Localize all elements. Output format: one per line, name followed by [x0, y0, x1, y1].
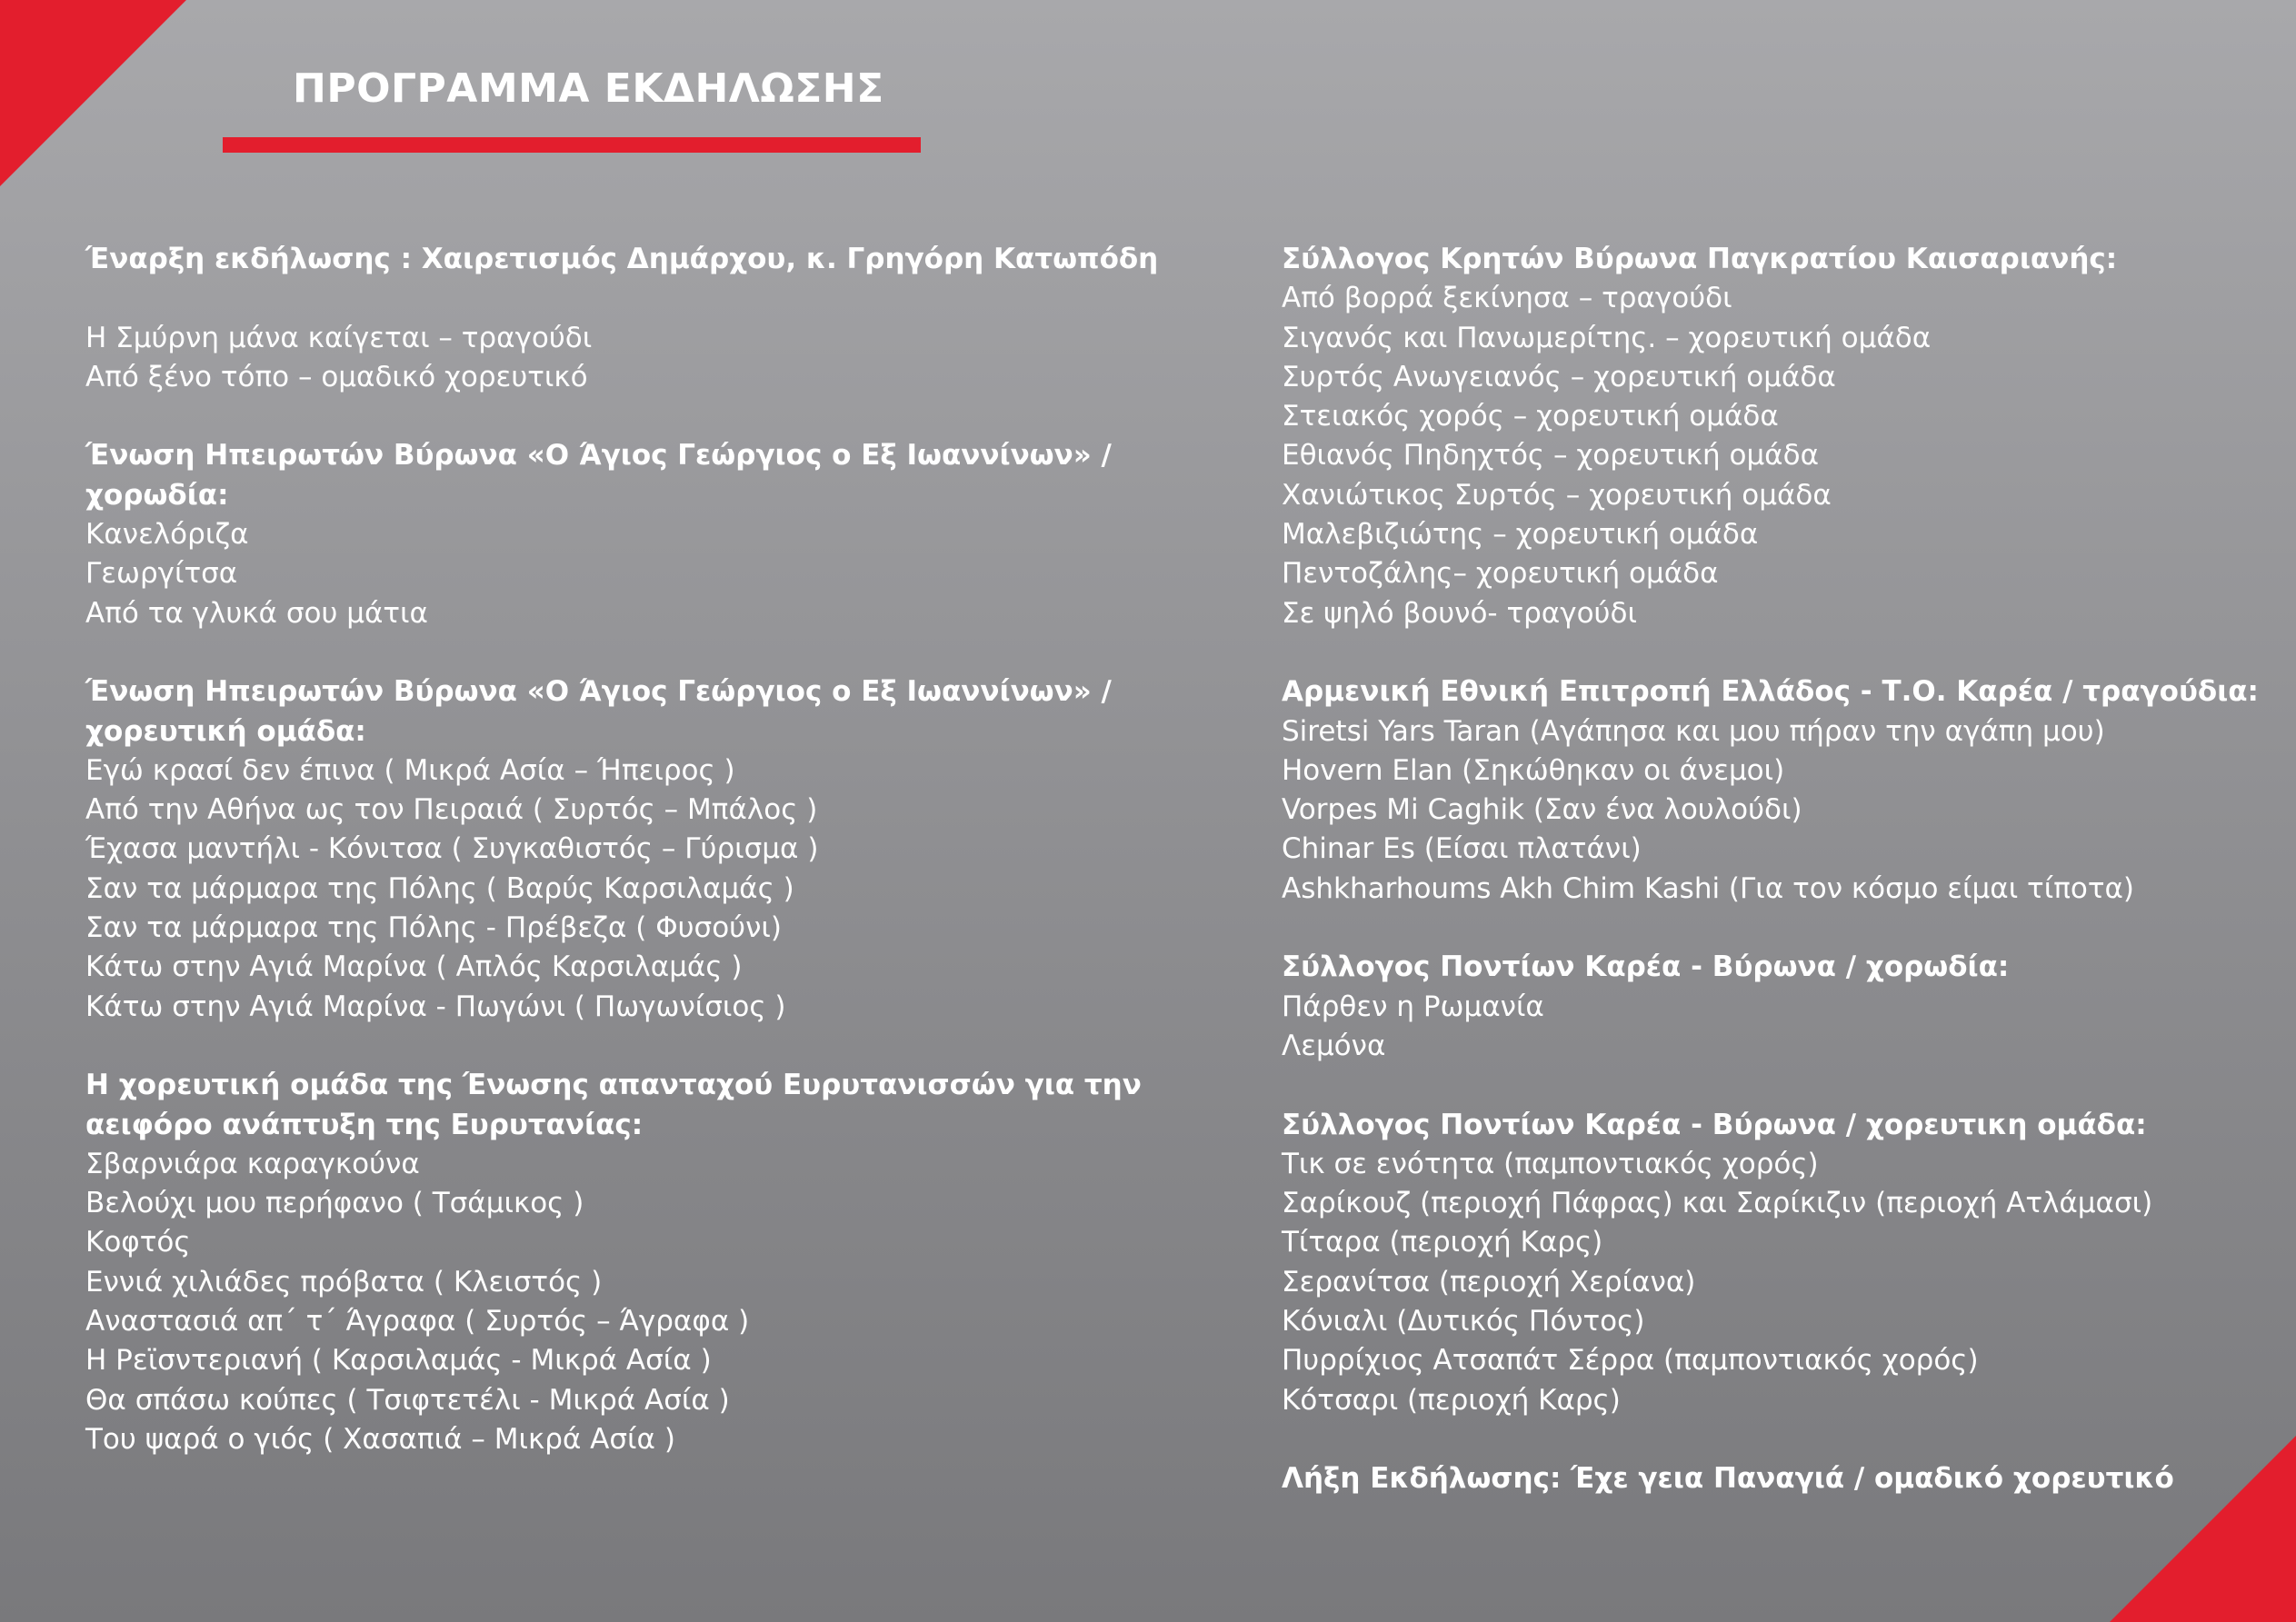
corner-decoration-top-left — [0, 0, 186, 186]
program-item: Σερανίτσα (περιοχή Χερίανα) — [1282, 1265, 1696, 1299]
program-item: Σαν τα μάρμαρα της Πόλης ( Βαρύς Καρσιλαμάς ) — [85, 871, 794, 905]
program-item: Εγώ κρασί δεν έπινα ( Μικρά Ασία – Ήπειρος ) — [85, 753, 735, 787]
program-item: Siretsi Yars Taran (Αγάπησα και μου πήραν την αγάπη μου) — [1282, 714, 2105, 748]
program-item: Κάτω στην Αγιά Μαρίνα - Πωγώνι ( Πωγωνίσιος ) — [85, 990, 786, 1023]
program-item: Σιγανός και Πανωμερίτης. – χορευτική ομάδα — [1282, 321, 1932, 354]
program-item: Στειακός χορός – χορευτική ομάδα — [1282, 400, 1779, 433]
section-heading: Αρμενική Εθνική Επιτροπή Ελλάδος - Τ.Ο. Καρέα / τραγούδια: — [1282, 675, 2259, 709]
program-item: Κοφτός — [85, 1226, 191, 1259]
program-section — [85, 1066, 1213, 1459]
section-heading: Σύλλογος Ποντίων Καρέα - Βύρωνα / χορευτικη ομάδα: — [1282, 1108, 2147, 1141]
program-item: Σε ψηλό βουνό- τραγούδι — [1282, 596, 1637, 630]
program-item: Του ψαρά ο γιός ( Χασαπιά – Μικρά Ασία ) — [85, 1422, 675, 1456]
program-item: Εννιά χιλιάδες πρόβατα ( Κλειστός ) — [85, 1265, 603, 1299]
program-item: Μαλεβιζιώτης – χορευτική ομάδα — [1282, 518, 1759, 552]
left-column — [85, 240, 1213, 1499]
program-item: Γεωργίτσα — [85, 557, 238, 591]
section-heading: Λήξη Εκδήλωσης: Έχε γεια Παναγιά / ομαδικό χορευτικό — [1282, 1462, 2174, 1496]
program-section — [1282, 948, 2272, 1066]
program-section — [85, 436, 1213, 632]
program-item: Χανιώτικος Συρτός – χορευτική ομάδα — [1282, 478, 1832, 512]
section-heading: Ένωση Ηπειρωτών Βύρωνα «Ο Άγιος Γεώργιος ο Εξ Ιωαννίνων» / χορευτική ομάδα: — [85, 675, 1112, 748]
program-section — [1282, 240, 2272, 633]
program-item: Βελούχι μου περήφανο ( Τσάμικος ) — [85, 1187, 584, 1220]
program-item: Από ξένο τόπο – ομαδικό χορευτικό — [85, 360, 588, 393]
program-item: Ashkharhoums Akh Chim Kashi (Για τον κόσμο είμαι τίποτα) — [1282, 871, 2135, 905]
section-heading: Ένωση Ηπειρωτών Βύρωνα «Ο Άγιος Γεώργιος ο Εξ Ιωαννίνων» / χορωδία: — [85, 439, 1112, 512]
program-section — [1282, 1106, 2272, 1420]
section-heading: Έναρξη εκδήλωσης : Χαιρετισμός Δημάρχου, κ. Γρηγόρη Κατωπόδη — [85, 243, 1159, 275]
program-item: Σαν τα μάρμαρα της Πόλης - Πρέβεζα ( Φυσούνι) — [85, 911, 782, 945]
program-item: Κάτω στην Αγιά Μαρίνα ( Απλός Καρσιλαμάς ) — [85, 950, 743, 984]
program-item: Κανελόριζα — [85, 518, 249, 552]
program-item: Πάρθεν η Ρωμανία — [1282, 990, 1544, 1023]
section-heading: Σύλλογος Κρητών Βύρωνα Παγκρατίου Καισαριανής: — [1282, 243, 2118, 275]
program-section — [85, 240, 1213, 279]
program-item: Πυρρίχιος Ατσαπάτ Σέρρα (παμποντιακός χορός) — [1282, 1344, 1979, 1378]
page-title: ΠΡΟΓΡΑΜΜΑ ΕΚΔΗΛΩΣΗΣ — [293, 65, 884, 112]
program-item: Τίταρα (περιοχή Καρς) — [1282, 1226, 1603, 1259]
program-item: Κότσαρι (περιοχή Καρς) — [1282, 1383, 1621, 1417]
program-section — [1282, 1459, 2272, 1498]
program-section — [85, 672, 1213, 1027]
program-item: Θα σπάσω κούπες ( Τσιφτετέλι - Μικρά Ασία ) — [85, 1383, 730, 1417]
program-item: Λεμόνα — [1282, 1029, 1386, 1062]
program-section — [1282, 672, 2272, 909]
program-item: Από τα γλυκά σου μάτια — [85, 596, 428, 630]
program-item: Chinar Es (Είσαι πλατάνι) — [1282, 832, 1642, 866]
program-item: Τικ σε ενότητα (παμποντιακός χορός) — [1282, 1147, 1819, 1180]
section-heading: Η χορευτική ομάδα της Ένωσης απανταχού Ευρυτανισσών για την αειφόρο ανάπτυξη της Ευρυτανίας: — [85, 1069, 1142, 1141]
right-column — [1282, 240, 2272, 1538]
title-underline — [223, 137, 921, 153]
program-item: Η Σμύρνη μάνα καίγεται – τραγούδι — [85, 321, 593, 354]
program-item: Σβαρνιάρα καραγκούνα — [85, 1147, 420, 1180]
program-item: Συρτός Ανωγειανός – χορευτική ομάδα — [1282, 360, 1836, 393]
program-item: Σαρίκουζ (περιοχή Πάφρας) και Σαρίκιζιν (περιοχή Ατλάμασι) — [1282, 1187, 2153, 1220]
program-item: Κόνιαλι (Δυτικός Πόντος) — [1282, 1305, 1645, 1338]
program-item: Vorpes Mi Caghik (Σαν ένα λουλούδι) — [1282, 793, 1802, 827]
program-item: Εθιανός Πηδηχτός – χορευτική ομάδα — [1282, 439, 1820, 473]
program-item: Hovern Elan (Σηκώθηκαν οι άνεμοι) — [1282, 753, 1785, 787]
program-item: Πεντοζάλης– χορευτική ομάδα — [1282, 557, 1719, 591]
program-section — [85, 319, 1213, 398]
program-item: Αναστασιά απ΄ τ΄ Άγραφα ( Συρτός – Άγραφα ) — [85, 1305, 750, 1338]
program-item: Η Ρεϊσντεριανή ( Καρσιλαμάς - Μικρά Ασία ) — [85, 1344, 712, 1378]
section-heading: Σύλλογος Ποντίων Καρέα - Βύρωνα / χορωδία: — [1282, 950, 2010, 984]
program-item: Από βορρά ξεκίνησα – τραγούδι — [1282, 282, 1732, 315]
program-item: Έχασα μαντήλι - Κόνιτσα ( Συγκαθιστός – Γύρισμα ) — [85, 832, 819, 866]
program-item: Από την Αθήνα ως τον Πειραιά ( Συρτός – Μπάλος ) — [85, 793, 818, 827]
